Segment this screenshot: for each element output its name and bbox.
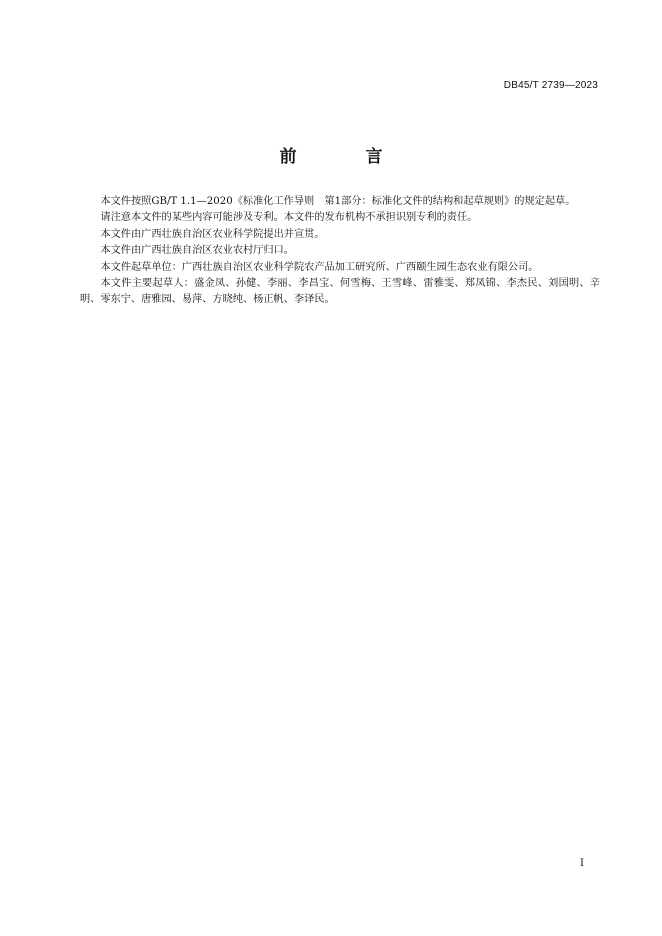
- paragraph-drafting-units: 本文件起草单位：广西壮族自治区农业科学院农产品加工研究所、广西颐生园生态农业有限公司。: [100, 261, 539, 273]
- paragraph-proposer: 本文件由广西壮族自治区农业科学院提出并宣贯。: [100, 228, 325, 240]
- foreword-body: [80, 194, 600, 309]
- page-title: 前 言: [279, 147, 409, 167]
- paragraph-drafters: 本文件主要起草人：盛金凤、孙健、李丽、李昌宝、何雪梅、王雪峰、雷雅雯、郑凤锦、李杰民、刘国明、辛明、零东宁、唐雅园、易萍、方晓纯、杨正帆、李译民。: [80, 278, 600, 306]
- paragraph-patent-notice: 请注意本文件的某些内容可能涉及专利。本文件的发布机构不承担识别专利的责任。: [100, 212, 478, 224]
- page-number: I: [580, 858, 584, 869]
- paragraph-drafting-rules: 本文件按照GB/T 1.1—2020《标准化工作导则 第1部分：标准化文件的结构和起草规则》的规定起草。: [100, 196, 576, 207]
- paragraph-administrator: 本文件由广西壮族自治区农业农村厅归口。: [100, 245, 294, 257]
- standard-id: DB45/T 2739—2023: [503, 80, 598, 91]
